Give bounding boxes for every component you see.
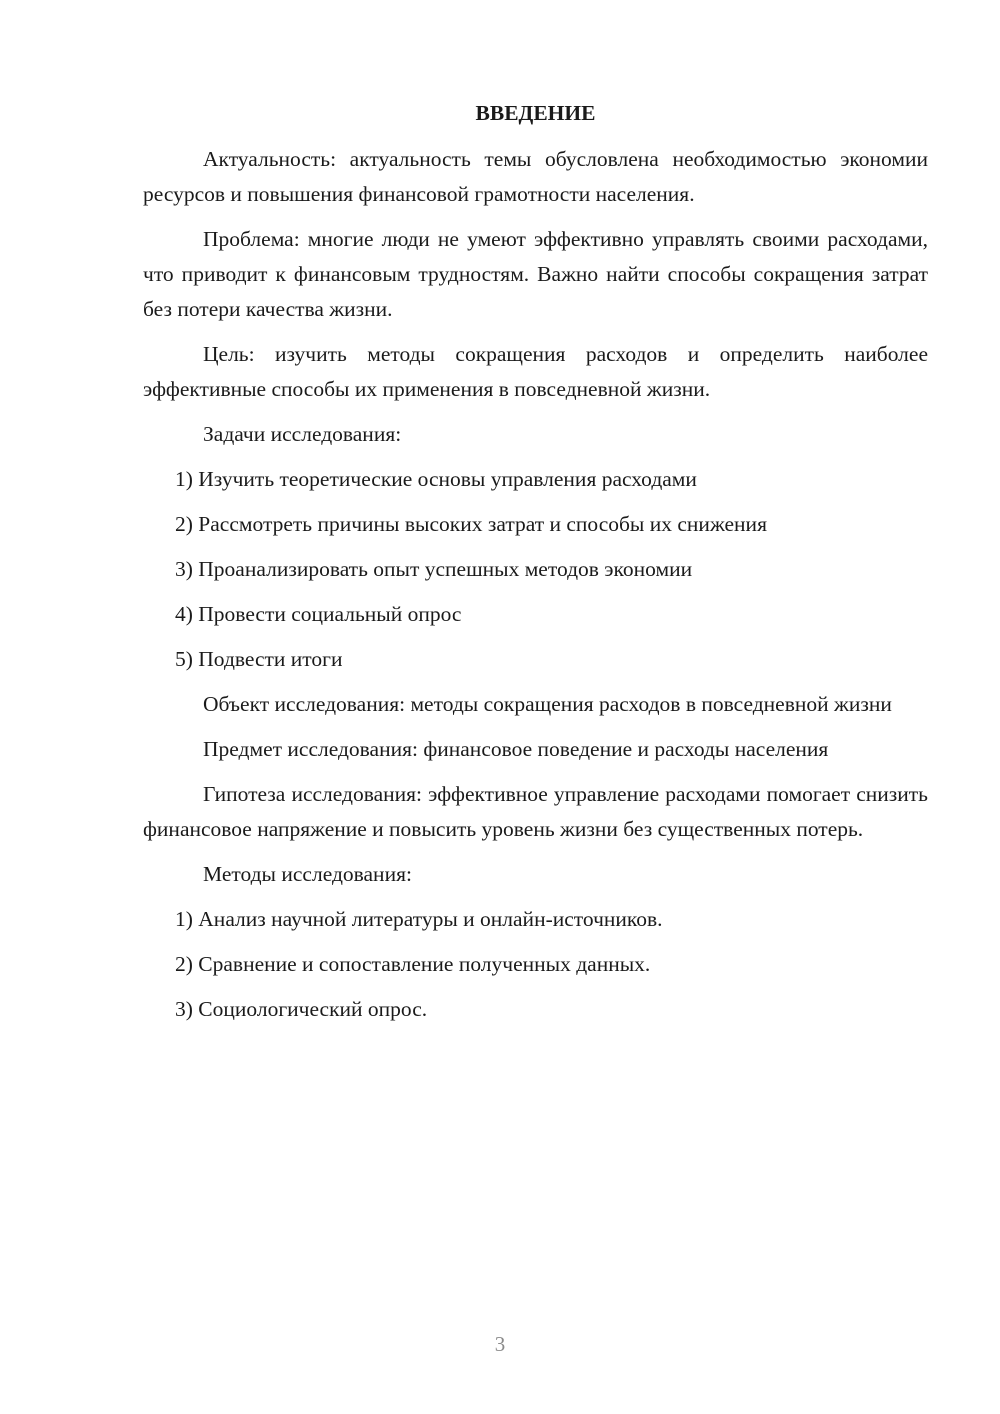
method-item: 2) Сравнение и сопоставление полученных данных. [175, 952, 651, 976]
task-item: 1) Изучить теоретические основы управления расходами [175, 467, 697, 491]
hypothesis-paragraph: Гипотеза исследования: эффективное управление расходами помогает снизить финансовое напряжение и повысить уровень жизни без существенных потерь. [143, 782, 928, 841]
page-number: 3 [494, 1332, 506, 1356]
tasks-heading: Задачи исследования: [203, 422, 402, 446]
task-item: 5) Подвести итоги [175, 647, 343, 671]
method-item: 1) Анализ научной литературы и онлайн-источников. [175, 907, 663, 931]
goal-paragraph: Цель: изучить методы сокращения расходов и определить наиболее эффективные способы их применения в повседневной жизни. [143, 342, 928, 401]
object-paragraph: Объект исследования: методы сокращения расходов в повседневной жизни [203, 692, 892, 716]
subject-paragraph: Предмет исследования: финансовое поведение и расходы населения [203, 737, 829, 761]
method-item: 3) Социологический опрос. [175, 997, 428, 1021]
relevance-paragraph: Актуальность: актуальность темы обусловлена необходимостью экономии ресурсов и повышения финансовой грамотности населения. [143, 147, 928, 206]
document-body [143, 96, 928, 1037]
task-item: 2) Рассмотреть причины высоких затрат и способы их снижения [175, 512, 767, 536]
task-item: 3) Проанализировать опыт успешных методов экономии [175, 557, 693, 581]
task-item: 4) Провести социальный опрос [175, 602, 462, 626]
document-title: ВВЕДЕНИЕ [475, 101, 596, 125]
problem-paragraph: Проблема: многие люди не умеют эффективно управлять своими расходами, что приводит к финансовым трудностям. Важно найти способы сокращения затрат без потери качества жизни. [143, 227, 928, 321]
methods-heading: Методы исследования: [203, 862, 412, 886]
